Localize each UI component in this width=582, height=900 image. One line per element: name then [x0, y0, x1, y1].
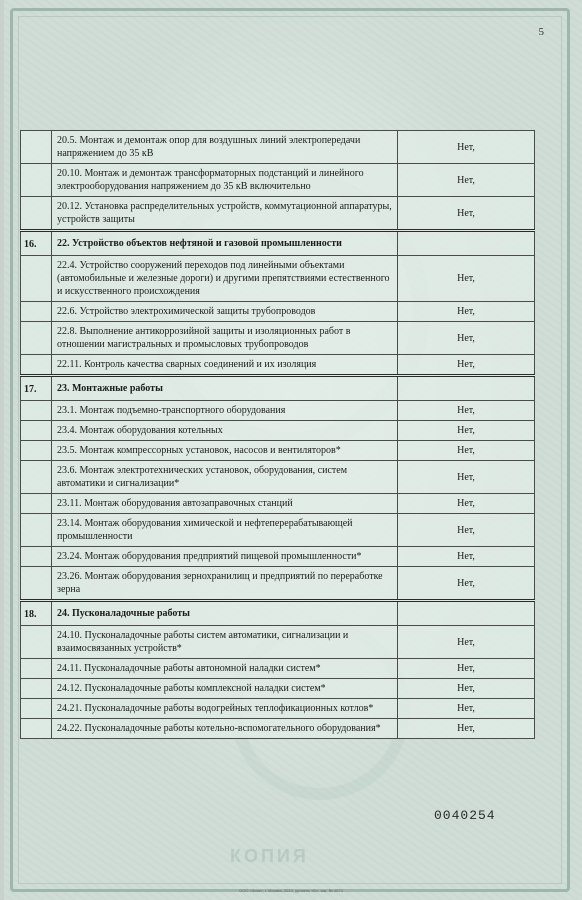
- work-row: [21, 164, 535, 197]
- work-status: Нет,: [398, 401, 535, 421]
- work-status: [398, 376, 535, 401]
- copy-watermark: КОПИЯ: [230, 846, 309, 866]
- work-description: 20.12. Установка распределительных устройств, коммутационной аппаратуры, устройств защиты: [52, 197, 398, 231]
- work-row: [21, 256, 535, 302]
- work-description: 24.10. Пусконаладочные работы систем автоматики, сигнализации и взаимосвязанных устройств*: [52, 626, 398, 659]
- work-description: 20.10. Монтаж и демонтаж трансформаторных подстанций и линейного электрооборудования напряжением до 35 кВ включительно: [52, 164, 398, 197]
- work-description: 24.12. Пусконаладочные работы комплексной наладки систем*: [52, 679, 398, 699]
- work-row: [21, 699, 535, 719]
- work-row: [21, 355, 535, 376]
- row-number: [21, 131, 52, 164]
- section-title: 23. Монтажные работы: [52, 376, 398, 401]
- row-number: [21, 494, 52, 514]
- work-row: [21, 719, 535, 739]
- work-description: 23.24. Монтаж оборудования предприятий пищевой промышленности*: [52, 547, 398, 567]
- work-status: Нет,: [398, 322, 535, 355]
- work-row: [21, 659, 535, 679]
- work-status: Нет,: [398, 197, 535, 231]
- row-number: [21, 441, 52, 461]
- work-description: 20.5. Монтаж и демонтаж опор для воздушных линий электропередачи напряжением до 35 кВ: [52, 131, 398, 164]
- work-status: Нет,: [398, 626, 535, 659]
- work-status: Нет,: [398, 699, 535, 719]
- row-number: [21, 514, 52, 547]
- page-number: 5: [538, 26, 544, 38]
- work-row: [21, 547, 535, 567]
- row-number: [21, 699, 52, 719]
- row-number: [21, 355, 52, 376]
- row-number: 18.: [21, 601, 52, 626]
- row-number: [21, 197, 52, 231]
- row-number: [21, 659, 52, 679]
- work-description: 23.11. Монтаж оборудования автозаправочных станций: [52, 494, 398, 514]
- work-status: Нет,: [398, 421, 535, 441]
- serial-number: 0040254: [434, 808, 496, 823]
- work-row: [21, 421, 535, 441]
- work-status: Нет,: [398, 547, 535, 567]
- work-description: 23.5. Монтаж компрессорных установок, насосов и вентиляторов*: [52, 441, 398, 461]
- work-status: Нет,: [398, 355, 535, 376]
- row-number: [21, 401, 52, 421]
- row-number: [21, 626, 52, 659]
- work-status: Нет,: [398, 131, 535, 164]
- row-number: [21, 567, 52, 601]
- section-row: [21, 376, 535, 401]
- work-row: [21, 514, 535, 547]
- work-status: [398, 601, 535, 626]
- work-row: [21, 567, 535, 601]
- printer-imprint: ООО «Знак», г. Москва, 2010, уровень «Б», зак. № 4074: [239, 888, 343, 893]
- row-number: [21, 679, 52, 699]
- work-description: 22.4. Устройство сооружений переходов под линейными объектами (автомобильные и железные дороги) и другими препятствиями естественного и искусственного происхождения: [52, 256, 398, 302]
- section-title: 22. Устройство объектов нефтяной и газовой промышленности: [52, 231, 398, 256]
- work-description: 23.26. Монтаж оборудования зернохранилищ и предприятий по переработке зерна: [52, 567, 398, 601]
- work-description: 24.21. Пусконаладочные работы водогрейных теплофикационных котлов*: [52, 699, 398, 719]
- work-row: [21, 461, 535, 494]
- work-description: 22.8. Выполнение антикоррозийной защиты и изоляционных работ в отношении магистральных и промысловых трубопроводов: [52, 322, 398, 355]
- scan-edge: [0, 0, 4, 900]
- work-description: 23.14. Монтаж оборудования химической и нефтеперерабатывающей промышленности: [52, 514, 398, 547]
- works-table-body: [21, 131, 535, 739]
- work-row: [21, 626, 535, 659]
- work-status: Нет,: [398, 164, 535, 197]
- work-status: Нет,: [398, 302, 535, 322]
- work-row: [21, 494, 535, 514]
- work-status: Нет,: [398, 256, 535, 302]
- work-description: 24.11. Пусконаладочные работы автономной наладки систем*: [52, 659, 398, 679]
- row-number: [21, 547, 52, 567]
- row-number: [21, 164, 52, 197]
- work-status: Нет,: [398, 441, 535, 461]
- work-row: [21, 322, 535, 355]
- section-title: 24. Пусконаладочные работы: [52, 601, 398, 626]
- section-row: [21, 231, 535, 256]
- work-description: 24.22. Пусконаладочные работы котельно-вспомогательного оборудования*: [52, 719, 398, 739]
- row-number: [21, 256, 52, 302]
- row-number: 17.: [21, 376, 52, 401]
- work-row: [21, 679, 535, 699]
- work-description: 22.11. Контроль качества сварных соединений и их изоляция: [52, 355, 398, 376]
- work-description: 23.1. Монтаж подъемно-транспортного оборудования: [52, 401, 398, 421]
- row-number: [21, 421, 52, 441]
- work-status: Нет,: [398, 679, 535, 699]
- row-number: 16.: [21, 231, 52, 256]
- work-status: Нет,: [398, 659, 535, 679]
- section-row: [21, 601, 535, 626]
- row-number: [21, 322, 52, 355]
- work-description: 23.6. Монтаж электротехнических установок, оборудования, систем автоматики и сигнализации*: [52, 461, 398, 494]
- row-number: [21, 719, 52, 739]
- work-row: [21, 131, 535, 164]
- work-status: Нет,: [398, 461, 535, 494]
- work-status: Нет,: [398, 494, 535, 514]
- work-status: Нет,: [398, 567, 535, 601]
- work-description: 22.6. Устройство электрохимической защиты трубопроводов: [52, 302, 398, 322]
- work-status: [398, 231, 535, 256]
- work-row: [21, 302, 535, 322]
- works-table: [20, 130, 535, 739]
- work-status: Нет,: [398, 514, 535, 547]
- work-row: [21, 197, 535, 231]
- row-number: [21, 461, 52, 494]
- work-status: Нет,: [398, 719, 535, 739]
- work-row: [21, 401, 535, 421]
- work-row: [21, 441, 535, 461]
- row-number: [21, 302, 52, 322]
- work-description: 23.4. Монтаж оборудования котельных: [52, 421, 398, 441]
